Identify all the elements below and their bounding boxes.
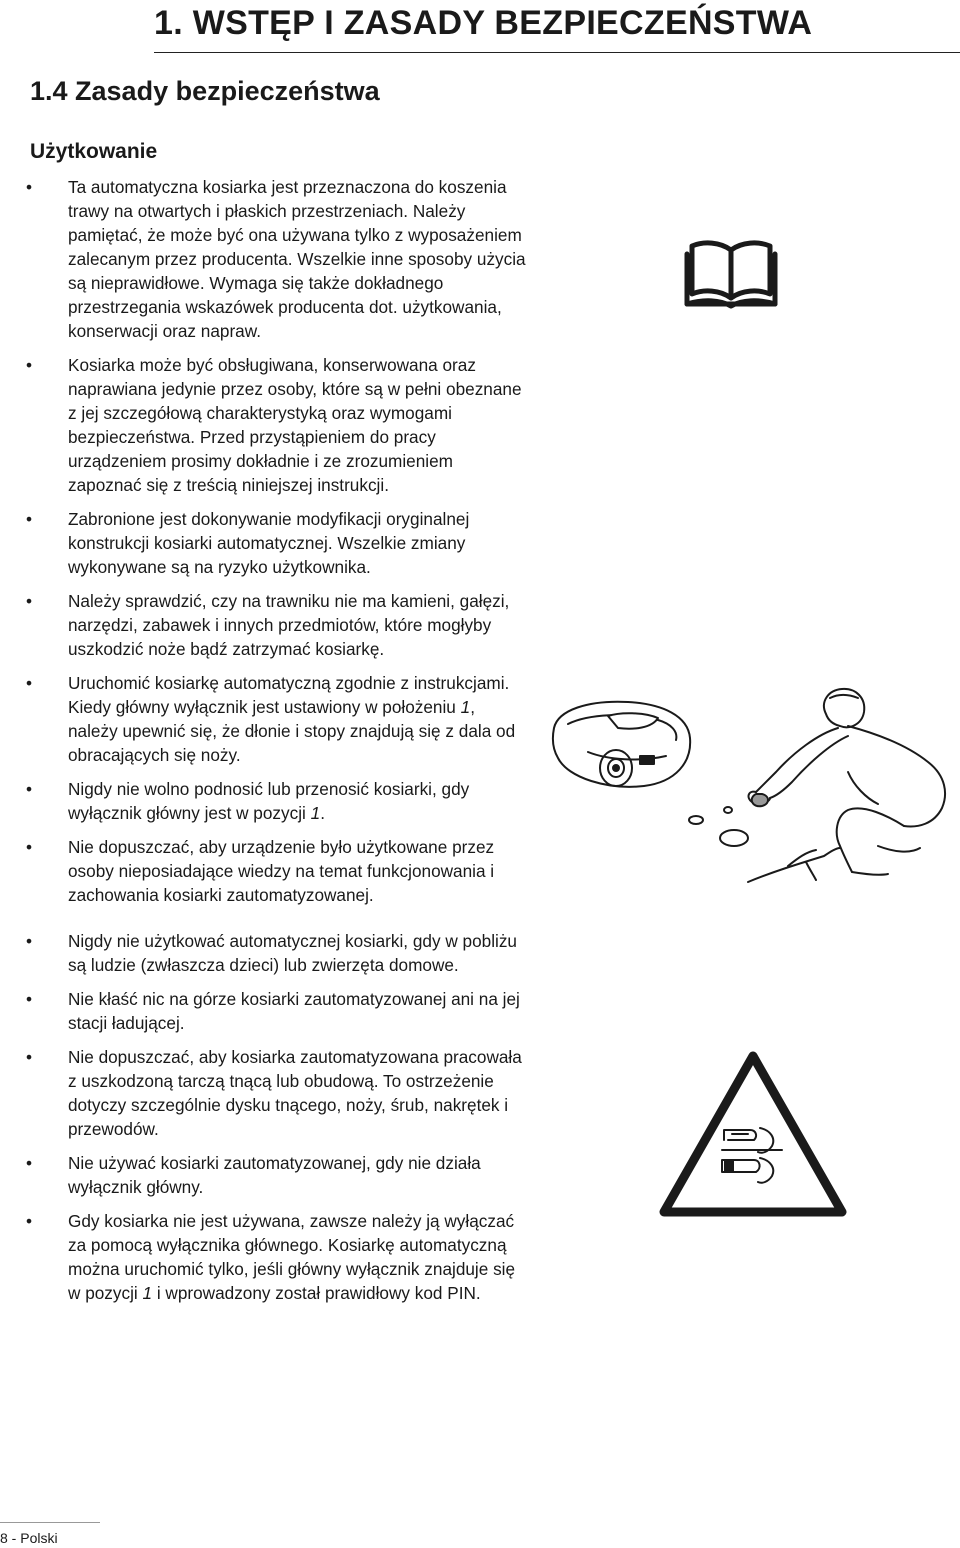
list-item: • Uruchomić kosiarkę automatyczną zgodnie z instrukcjami. Kiedy główny wyłącznik jest ustawiony w położeniu 1, należy upewnić się, że dłonie i stopy znajdują się z dala od obracających się noży. xyxy=(26,671,526,767)
stone xyxy=(720,830,748,846)
branch xyxy=(748,848,840,882)
list-item: • Nie używać kosiarki zautomatyzowanej, gdy nie działa wyłącznik główny. xyxy=(26,1151,526,1199)
list-item: • Nigdy nie wolno podnosić lub przenosić kosiarki, gdy wyłącznik główny jest w pozycji 1. xyxy=(26,777,526,825)
mower-and-person-illustration xyxy=(548,686,948,896)
list-item: • Nie dopuszczać, aby urządzenie było użytkowane przez osoby nieposiadające wiedzy na temat funkcjonowania i zachowania kosiarki zautomatyzowanej. xyxy=(26,835,526,907)
list-item: • Gdy kosiarka nie jest używana, zawsze należy ją wyłączać za pomocą wyłącznika głównego. Kosiarkę automatyczną można uruchomić tylko, jeśli główny wyłącznik znajduje się w pozycji 1 i wprowadzony został prawidłowy kod PIN. xyxy=(26,1209,526,1305)
person-arm xyxy=(756,728,838,792)
footer-rule xyxy=(0,1522,100,1523)
stone-in-hand xyxy=(752,794,768,806)
list-item: • Nie kłaść nic na górze kosiarki zautomatyzowanej ani na jej stacji ładującej. xyxy=(26,987,526,1035)
open-book-icon xyxy=(684,238,778,308)
chapter-title: 1. WSTĘP I ZASADY BEZPIECZEŃSTWA xyxy=(154,4,813,42)
section-title: 1.4 Zasady bezpieczeństwa xyxy=(30,76,380,106)
page-number: 8 - Polski xyxy=(0,1530,58,1546)
list-item: • Zabronione jest dokonywanie modyfikacji oryginalnej konstrukcji kosiarki automatycznej. Wszelkie zmiany wykonywane są na ryzyko użytkownika. xyxy=(26,507,526,579)
list-item: • Kosiarka może być obsługiwana, konserwowana oraz naprawiana jedynie przez osoby, które są w pełni obeznane z jej szczegółową charakterystyką oraz wymogami bezpieczeństwa. Przed przystąpieniem do pracy urządzeniem prosimy dokładnie i ze zrozumieniem zapoznać się z treścią niniejszej instrukcji. xyxy=(26,353,526,497)
list-item: • Nigdy nie użytkować automatycznej kosiarki, gdy w pobliżu są ludzie (zwłaszcza dzieci) lub zwierzęta domowe. xyxy=(26,929,526,977)
person-back xyxy=(848,726,945,826)
chapter-rule xyxy=(154,52,960,53)
person-leg xyxy=(837,808,904,872)
stone xyxy=(689,816,703,824)
list-item: • Należy sprawdzić, czy na trawniku nie ma kamieni, gałęzi, narzędzi, zabawek i innych przedmiotów, które mogłyby uszkodzić noże bądź zatrzymać kosiarkę. xyxy=(26,589,526,661)
list-item: • Nie dopuszczać, aby kosiarka zautomatyzowana pracowała z uszkodzoną tarczą tnącą lub obudową. To ostrzeżenie dotyczy szczególnie dysku tnącego, noży, śrub, nakrętek i przewodów. xyxy=(26,1045,526,1141)
hand-foot-warning-triangle-icon xyxy=(658,1050,848,1220)
subsection-title: Użytkowanie xyxy=(30,140,158,163)
list-item: • Ta automatyczna kosiarka jest przeznaczona do koszenia trawy na otwartych i płaskich przestrzeniach. Należy pamiętać, że może być ona używana tylko z wyposażeniem zalecanym przez producenta. Wszelkie inne sposoby użycia są nieprawidłowe. Wymaga się także dokładnego przestrzegania wskazówek producenta dot. użytkowania, konserwacji oraz napraw. xyxy=(26,175,526,343)
safety-rules-list xyxy=(26,175,526,1315)
